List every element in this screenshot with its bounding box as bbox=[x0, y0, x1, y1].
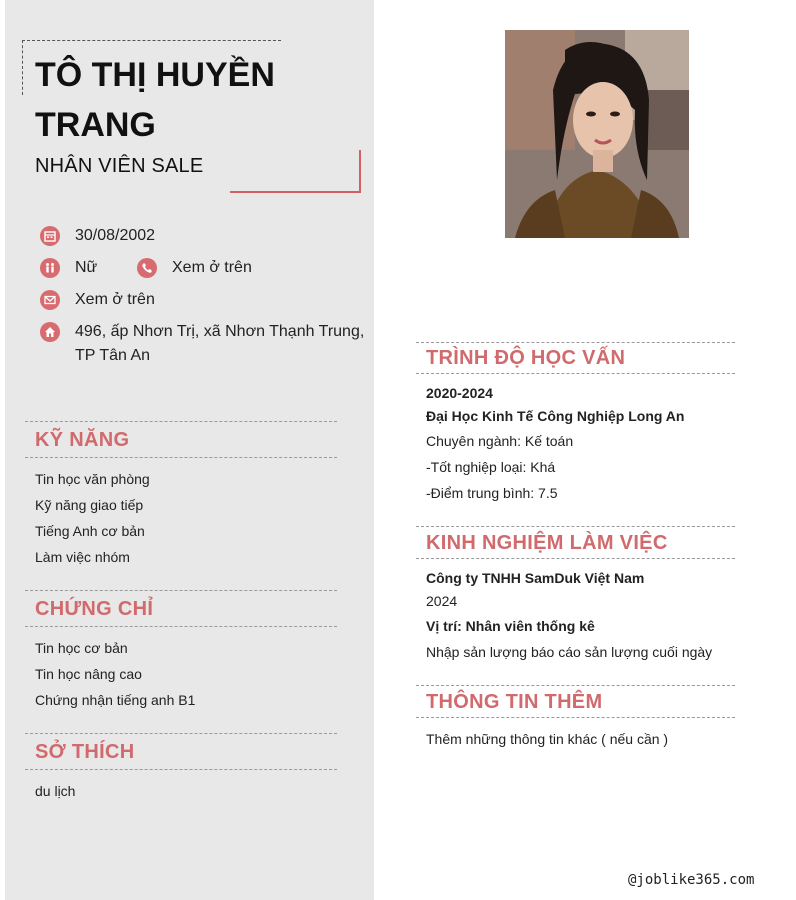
divider bbox=[25, 457, 337, 458]
position-underline-decoration bbox=[230, 150, 361, 193]
education-major: Chuyên ngành: Kế toán bbox=[426, 433, 574, 449]
name-line-1: TÔ THỊ HUYỀN bbox=[35, 56, 275, 94]
certificate-item: Tin học nâng cao bbox=[35, 666, 142, 682]
email-text: Xem ở trên bbox=[75, 291, 155, 308]
gender-icon bbox=[40, 258, 60, 278]
divider bbox=[25, 590, 337, 591]
experience-description: Nhập sản lượng báo cáo sản lượng cuối ngày bbox=[426, 644, 713, 660]
skill-item: Kỹ năng giao tiếp bbox=[35, 497, 144, 513]
divider bbox=[416, 717, 735, 718]
experience-role: Vị trí: Nhân viên thống kê bbox=[426, 618, 595, 634]
calendar-icon bbox=[40, 226, 60, 246]
divider bbox=[416, 342, 735, 343]
address-text bbox=[75, 320, 364, 368]
divider bbox=[416, 526, 735, 527]
candidate-name bbox=[35, 50, 335, 150]
skill-item: Làm việc nhóm bbox=[35, 549, 130, 565]
divider bbox=[416, 373, 735, 374]
education-school: Đại Học Kinh Tế Công Nghiệp Long An bbox=[426, 408, 685, 424]
home-icon bbox=[40, 322, 60, 342]
email-icon bbox=[40, 290, 60, 310]
education-period: 2020-2024 bbox=[426, 385, 493, 401]
phone-text: Xem ở trên bbox=[172, 259, 252, 276]
job-position: NHÂN VIÊN SALE bbox=[35, 155, 204, 177]
phone-icon bbox=[137, 258, 157, 278]
divider bbox=[416, 685, 735, 686]
certificates-title: CHỨNG CHỈ bbox=[35, 598, 154, 620]
skills-title: KỸ NĂNG bbox=[35, 429, 130, 451]
experience-company: Công ty TNHH SamDuk Việt Nam bbox=[426, 570, 645, 586]
experience-title: KINH NGHIỆM LÀM VIỆC bbox=[426, 532, 668, 554]
hobbies-title: SỞ THÍCH bbox=[35, 741, 135, 763]
education-rank: -Tốt nghiệp loại: Khá bbox=[426, 459, 556, 475]
divider bbox=[25, 626, 337, 627]
profile-photo bbox=[505, 30, 689, 238]
skill-item: Tiếng Anh cơ bản bbox=[35, 523, 145, 539]
experience-year: 2024 bbox=[426, 593, 458, 609]
divider bbox=[416, 558, 735, 559]
additional-title: THÔNG TIN THÊM bbox=[426, 691, 603, 713]
divider bbox=[25, 769, 337, 770]
education-title: TRÌNH ĐỘ HỌC VẤN bbox=[426, 347, 626, 369]
watermark: @joblike365.com bbox=[628, 872, 755, 888]
birthday-text: 30/08/2002 bbox=[75, 227, 156, 244]
certificate-item: Chứng nhận tiếng anh B1 bbox=[35, 692, 196, 708]
name-line-2: TRANG bbox=[35, 106, 156, 144]
skill-item: Tin học văn phòng bbox=[35, 471, 150, 487]
divider bbox=[25, 421, 337, 422]
divider bbox=[25, 733, 337, 734]
gender-text: Nữ bbox=[75, 259, 98, 276]
education-gpa: -Điểm trung bình: 7.5 bbox=[426, 485, 558, 501]
address-line-2: TP Tân An bbox=[75, 347, 151, 364]
certificate-item: Tin học cơ bản bbox=[35, 640, 128, 656]
additional-text: Thêm những thông tin khác ( nếu cần ) bbox=[426, 731, 669, 747]
address-line-1: 496, ấp Nhơn Trị, xã Nhơn Thạnh Trung, bbox=[75, 323, 365, 340]
hobby-item: du lịch bbox=[35, 783, 76, 799]
